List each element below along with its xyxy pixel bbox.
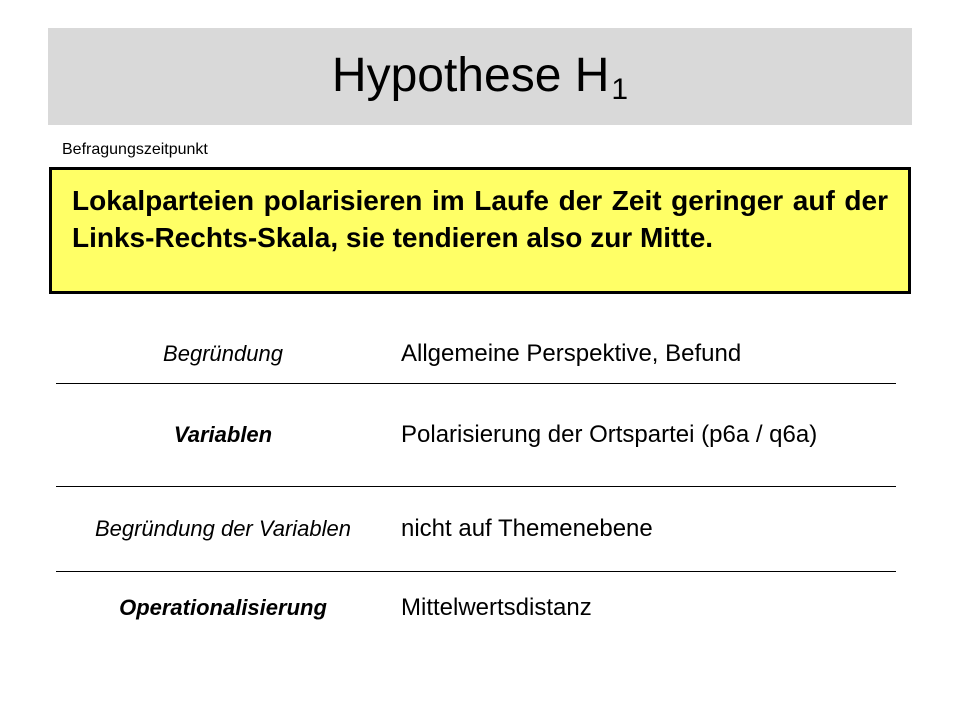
- row-value: Mittelwertsdistanz: [401, 594, 592, 621]
- row-value: Polarisierung der Ortspartei (p6a / q6a): [401, 421, 818, 448]
- row-label: Begründung der Variablen: [94, 516, 352, 541]
- slide-title-main: Hypothese H: [331, 49, 610, 102]
- row-label: Operationalisierung: [119, 595, 327, 620]
- definition-table: [56, 325, 896, 644]
- table-row: [56, 384, 896, 487]
- survey-time-label: Befragungszeitpunkt: [62, 141, 208, 158]
- row-value: nicht auf Themenebene: [401, 515, 653, 542]
- row-value: Allgemeine Perspektive, Befund: [401, 340, 742, 367]
- table-row: [56, 572, 896, 644]
- slide-title: [331, 49, 629, 106]
- hypothesis-box: [49, 167, 911, 294]
- row-label: Variablen: [173, 422, 273, 447]
- table-row: [56, 487, 896, 572]
- row-label: Begründung: [163, 341, 283, 366]
- slide-title-subscript: 1: [611, 73, 629, 106]
- table-row: [56, 325, 896, 384]
- title-bar: [48, 28, 912, 125]
- hypothesis-text: Lokalparteien polarisieren im Laufe der Zeit geringer auf der Links-Rechts-Skala, sie tendieren also zur Mitte.: [72, 185, 888, 253]
